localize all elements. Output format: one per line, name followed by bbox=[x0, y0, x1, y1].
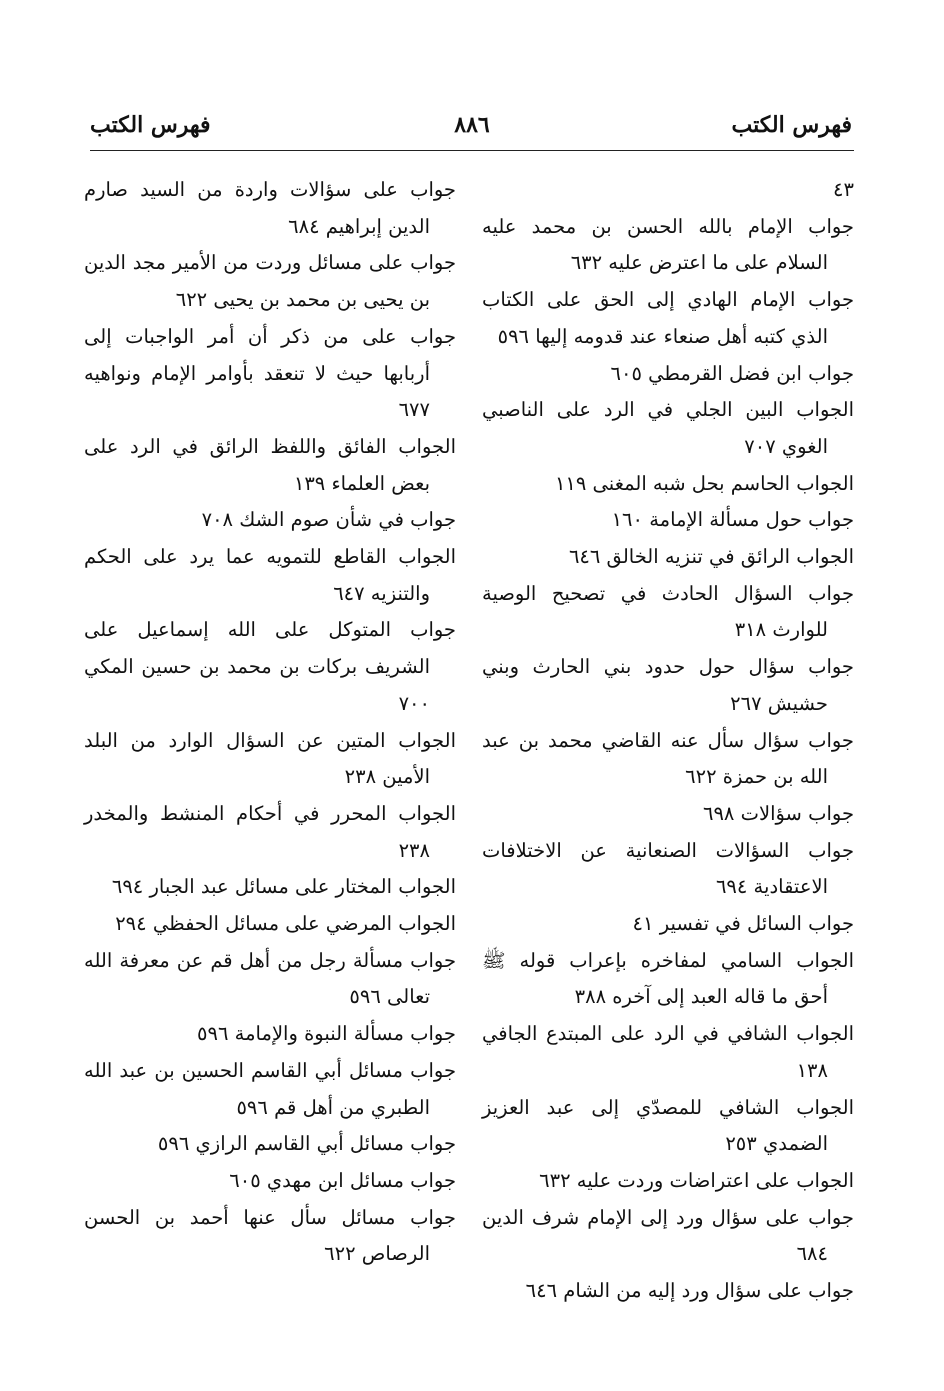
index-entry: جواب الإمام الهادي إلى الحق على الكتاب الذي كتبه أهل صنعاء عند قدومه إليها ٥٩٦ bbox=[482, 288, 854, 348]
index-entry: الجواب المحرر في أحكام المنشط والمخدر ٢٣٨ bbox=[84, 801, 456, 862]
index-entry: جواب الإمام بالله الحسن بن محمد عليه السلام على ما اعترض عليه ٦٣٢ bbox=[482, 214, 854, 275]
index-entry: جواب مسائل أبي القاسم الحسين بن عبد الله الطبري من أهل قم ٥٩٦ bbox=[84, 1058, 456, 1119]
index-entry: الجواب السامي لمفاخره بإعراب قوله ﷺ أحق ما قاله العبد إلى آخره ٣٨٨ bbox=[482, 948, 854, 1009]
index-entry: جواب على من ذكر أن أمر الواجبات إلى أربابها حيث لا تنعقد بأوامر الإمام ونواهيه ٦٧٧ bbox=[84, 324, 456, 422]
index-entry: جواب سؤال سأل عنه القاضي محمد بن عبد الله بن حمزة ٦٢٢ bbox=[482, 728, 854, 789]
index-entry: الجواب الفائق واللفظ الرائق في الرد على بعض العلماء ١٣٩ bbox=[84, 434, 456, 495]
index-entry: الجواب على اعتراضات وردت عليه ٦٣٢ bbox=[539, 1168, 854, 1192]
index-entry: جواب مسائل ابن مهدي ٦٠٥ bbox=[229, 1168, 456, 1192]
index-entry: الجواب الحاسم بحل شبه المغنى ١١٩ bbox=[554, 471, 854, 495]
page-number: ٨٨٦ bbox=[454, 112, 490, 138]
index-entry: الجواب المرضي على مسائل الحفظي ٢٩٤ bbox=[115, 912, 456, 936]
index-entry: جواب حول مسألة الإمامة ١٦٠ bbox=[611, 508, 854, 532]
index-entry: الجواب الشافي للمصدّي إلى عبد العزيز الضمدي ٢٥٣ bbox=[482, 1095, 854, 1156]
index-entry: الجواب الرائق في تنزيه الخالق ٦٤٦ bbox=[568, 545, 854, 569]
header-rule bbox=[90, 150, 854, 151]
index-column-left bbox=[84, 172, 456, 1273]
index-entry: جواب مسائل سأل عنها أحمد بن الحسن الرصاص ٦٢٢ bbox=[84, 1205, 456, 1266]
index-entry: جواب ابن فضل القرمطي ٦٠٥ bbox=[610, 361, 854, 385]
index-entry: الجواب الشافي في الرد على المبتدع الجافي ١٣٨ bbox=[482, 1022, 854, 1082]
index-entry: جواب على سؤال ورد إلى الإمام شرف الدين ٦٨٤ bbox=[482, 1205, 854, 1266]
index-entry: جواب مسألة رجل من أهل قم عن معرفة الله تعالى ٥٩٦ bbox=[84, 948, 456, 1009]
index-entry: جواب على سؤال ورد إليه من الشام ٦٤٦ bbox=[525, 1279, 854, 1303]
index-entry: ٤٣ bbox=[833, 178, 854, 201]
index-entry: جواب المتوكل على الله إسماعيل على الشريف بركات بن محمد بن حسين المكي ٧٠٠ bbox=[84, 618, 456, 715]
index-entry: جواب سؤال حول حدود بني الحارث وبني حشيش ٢٦٧ bbox=[482, 655, 854, 715]
running-header-left: فهرس الكتب bbox=[90, 112, 211, 138]
index-entry: جواب في شأن صوم الشك ٧٠٨ bbox=[201, 508, 456, 532]
index-entry: جواب على مسائل وردت من الأمير مجد الدين بن يحيى بن محمد بن يحيى ٦٢٢ bbox=[84, 251, 456, 312]
index-entry: الجواب المختار على مسائل عبد الجبار ٦٩٤ bbox=[111, 875, 456, 899]
index-entry: جواب مسائل أبي القاسم الرازي ٥٩٦ bbox=[157, 1132, 456, 1156]
index-entry: جواب على سؤالات واردة من السيد صارم الدين إبراهيم ٦٨٤ bbox=[84, 178, 456, 238]
index-entry: جواب السائل في تفسير ٤١ bbox=[632, 912, 854, 936]
index-column-right bbox=[482, 172, 854, 1310]
index-entry: الجواب البين الجلي في الرد على الناصبي الغوي ٧٠٧ bbox=[482, 398, 854, 458]
index-entry: جواب السؤال الحادث في تصحيح الوصية للوارث ٣١٨ bbox=[482, 581, 854, 642]
index-entry: الجواب القاطع للتمويه عما يرد على الحكم والتنزيه ٦٤٧ bbox=[84, 545, 456, 605]
index-entry: جواب سؤالات ٦٩٨ bbox=[702, 801, 854, 825]
running-header-right: فهرس الكتب bbox=[731, 112, 852, 138]
index-entry: جواب السؤالات الصنعانية عن الاختلافات الاعتقادية ٦٩٤ bbox=[482, 838, 854, 899]
index-entry: الجواب المتين عن السؤال الوارد من البلد الأمين ٢٣٨ bbox=[84, 728, 456, 789]
index-entry: جواب مسألة النبوة والإمامة ٥٩٦ bbox=[197, 1022, 456, 1046]
